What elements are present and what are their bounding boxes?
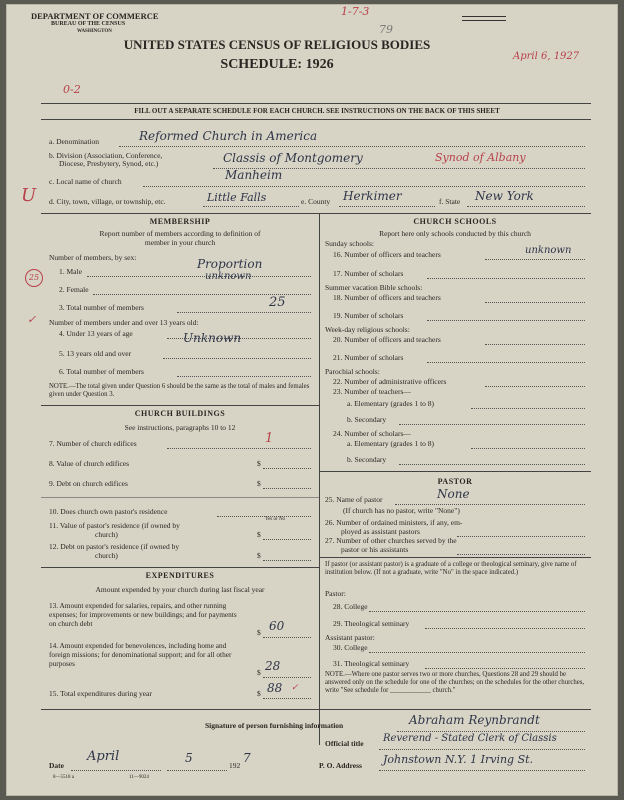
- state-line: [467, 206, 585, 207]
- date-month-line: [71, 770, 161, 771]
- local-name-line: [143, 186, 585, 187]
- expenditures-title: EXPENDITURES: [145, 571, 215, 580]
- q1-label: 1. Male: [59, 267, 82, 276]
- schedule-subtitle: SCHEDULE: 1926: [220, 57, 334, 72]
- q24-label: 24. Number of scholars—: [333, 429, 411, 438]
- q14-line: [263, 677, 311, 678]
- margin-mark: U: [21, 185, 37, 206]
- q17-label: 17. Number of scholars: [333, 269, 404, 278]
- q16-line: [485, 259, 585, 260]
- q6-line: [177, 376, 311, 377]
- divider: [41, 567, 319, 568]
- city-value: Little Falls: [207, 191, 267, 204]
- date-label: Date: [49, 761, 64, 770]
- q13-line: [263, 637, 311, 638]
- date-day-line: [167, 770, 227, 771]
- county-label: e. County: [301, 197, 331, 206]
- bureau-name: BUREAU OF THE CENSUS: [51, 21, 126, 27]
- q31-line: [425, 668, 585, 669]
- q6-label: 6. Total number of members: [59, 367, 144, 376]
- divider: [41, 119, 591, 120]
- q26-line: [457, 536, 585, 537]
- q8-dollar: $: [257, 459, 261, 468]
- date-year-suffix: 7: [243, 751, 251, 765]
- q4-value: Unknown: [183, 331, 242, 345]
- q21-label: 21. Number of scholars: [333, 353, 404, 362]
- graduate-note: If pastor (or assistant pastor) is a graduate of a college or theological seminary, give name of institution below. (If not a graduate, write "No" in the space indicated.): [325, 561, 577, 576]
- q19-line: [427, 320, 585, 321]
- q23a-label: a. Elementary (grades 1 to 8): [347, 399, 435, 408]
- check-mark: ✓: [27, 313, 37, 326]
- q13-value: 60: [269, 619, 285, 633]
- address-value: Johnstown N.Y. 1 Irving St.: [383, 753, 534, 766]
- q15-line: [263, 698, 311, 699]
- q23b-label: b. Secondary: [347, 415, 387, 424]
- q31-label: 31. Theological seminary: [333, 659, 410, 668]
- q11-line: [263, 539, 311, 540]
- q1-value: Proportion: [197, 257, 263, 271]
- date-year-prefix: 192: [229, 761, 241, 770]
- code-mark: 0-2: [63, 83, 81, 96]
- q28-line: [369, 611, 585, 612]
- state-label: f. State: [439, 197, 461, 206]
- denomination-value: Reformed Church in America: [139, 129, 318, 143]
- q5-line: [163, 358, 311, 359]
- q10-label: 10. Does church own pastor's residence: [49, 507, 168, 516]
- q21-line: [427, 362, 585, 363]
- pastor-sub-label: Pastor:: [325, 589, 346, 598]
- q14-dollar: $: [257, 668, 261, 677]
- division-label-1: b. Division (Association, Conference,: [49, 151, 163, 160]
- state-value: New York: [475, 189, 534, 203]
- division-value: Classis of Montgomery: [223, 151, 363, 165]
- weekday-label: Week-day religious schools:: [325, 325, 410, 334]
- q13-label: 13. Amount expended for salaries, repairs, and other running expenses; for improvements or new buildings; and for payments on church debt: [49, 601, 237, 628]
- q25-line: [395, 504, 585, 505]
- q26-label-2: ployed as assistant pastors: [341, 527, 420, 536]
- check-mark: ✓: [291, 683, 299, 693]
- division-extra: Synod of Albany: [435, 151, 526, 164]
- city-name: WASHINGTON: [77, 29, 112, 34]
- q7-label: 7. Number of church edifices: [49, 439, 137, 448]
- q9-line: [263, 488, 311, 489]
- date-month: April: [87, 749, 120, 764]
- local-name-label: c. Local name of church: [49, 177, 122, 186]
- divider: [41, 405, 319, 406]
- pastor-title: PASTOR: [437, 477, 473, 486]
- census-schedule-page: [6, 4, 618, 796]
- q5-label: 5. 13 years old and over: [59, 349, 132, 358]
- q29-line: [425, 628, 585, 629]
- q15-value: 88: [267, 681, 283, 695]
- q12-label-2: church): [95, 551, 118, 560]
- q15-dollar: $: [257, 689, 261, 698]
- q23a-line: [471, 408, 585, 409]
- q3-value: 25: [269, 295, 286, 310]
- q27-label-2: pastor or his assistants: [341, 545, 409, 554]
- q1-line: [87, 276, 311, 277]
- q30-label: 30. College: [333, 643, 368, 652]
- official-title-line: [379, 749, 585, 750]
- strike-mark: [462, 11, 506, 27]
- q17-line: [427, 278, 585, 279]
- membership-intro-2: member in your church: [144, 238, 216, 247]
- q11-dollar: $: [257, 530, 261, 539]
- stamp-number: 79: [379, 23, 393, 36]
- q11-label-2: church): [95, 530, 118, 539]
- q24b-label: b. Secondary: [347, 455, 387, 464]
- top-mark: 1-7-3: [341, 5, 370, 18]
- denomination-line: [119, 146, 585, 147]
- asst-pastor-label: Assistant pastor:: [325, 633, 375, 642]
- divider: [41, 497, 319, 498]
- divider: [319, 557, 591, 558]
- circled-total: [25, 269, 43, 287]
- q14-value: 28: [265, 659, 281, 673]
- date-received: April 6, 1927: [513, 51, 580, 62]
- q22-label: 22. Number of administrative officers: [333, 377, 447, 386]
- q15-label: 15. Total expenditures during year: [49, 689, 152, 698]
- q24b-line: [399, 464, 585, 465]
- q7-line: [167, 448, 311, 449]
- q9-label: 9. Debt on church edifices: [49, 479, 128, 488]
- q25-value: None: [437, 487, 470, 501]
- instruction-text: FILL OUT A SEPARATE SCHEDULE FOR EACH CHURCH. SEE INSTRUCTIONS ON THE BACK OF THIS SHEET: [134, 107, 500, 115]
- q12-dollar: $: [257, 551, 261, 560]
- sunday-label: Sunday schools:: [325, 239, 374, 248]
- form-number: 8—5518 a: [53, 775, 74, 780]
- q27-line: [457, 554, 585, 555]
- q8-line: [263, 468, 311, 469]
- q30-line: [369, 652, 585, 653]
- q16-value: unknown: [525, 245, 572, 256]
- signature-label: Signature of person furnishing information: [205, 721, 344, 730]
- q20-label: 20. Number of officers and teachers: [333, 335, 441, 344]
- q23-label: 23. Number of teachers—: [333, 387, 411, 396]
- q29-label: 29. Theological seminary: [333, 619, 410, 628]
- divider: [319, 471, 591, 472]
- q14-label: 14. Amount expended for benevolences, including home and foreign missions; for denominational support; and for all other purposes: [49, 641, 232, 668]
- q2-label: 2. Female: [59, 285, 89, 294]
- address-line: [379, 770, 585, 771]
- q26-label-1: 26. Number of ordained ministers, if any, em-: [325, 518, 463, 527]
- q9-dollar: $: [257, 479, 261, 488]
- q3-label: 3. Total number of members: [59, 303, 144, 312]
- sex-label: Number of members, by sex:: [49, 253, 137, 262]
- membership-intro-1: Report number of members according to definition of: [99, 229, 261, 238]
- official-title-label: Official title: [325, 739, 364, 748]
- q18-line: [485, 302, 585, 303]
- division-label-2: Diocese, Presbytery, Synod, etc.): [59, 159, 159, 168]
- q13-dollar: $: [257, 628, 261, 637]
- county-value: Herkimer: [343, 189, 402, 203]
- q11-label-1: 11. Value of pastor's residence (if owned by: [49, 521, 180, 530]
- buildings-intro: See instructions, paragraphs 10 to 12: [124, 423, 236, 432]
- q25-hint: (If church has no pastor, write "None"): [343, 506, 460, 515]
- parochial-label: Parochial schools:: [325, 367, 380, 376]
- q3-line: [177, 312, 311, 313]
- q18-label: 18. Number of officers and teachers: [333, 293, 441, 302]
- divider: [41, 709, 591, 710]
- form-number-2: 11—9024: [129, 775, 149, 780]
- summer-label: Summer vacation Bible schools:: [325, 283, 423, 292]
- q10-line: [217, 516, 311, 517]
- official-title-value: Reverend - Stated Clerk of Classis: [383, 733, 557, 744]
- denomination-label: a. Denomination: [49, 137, 99, 146]
- circled-total-text: 25: [28, 273, 40, 282]
- signature-line: [397, 731, 585, 732]
- signature-value: Abraham Reynbrandt: [409, 713, 540, 727]
- q20-line: [485, 344, 585, 345]
- schools-intro: Report here only schools conducted by this church: [379, 229, 531, 238]
- q10-hint: Yes or No: [265, 517, 286, 522]
- q19-label: 19. Number of scholars: [333, 311, 404, 320]
- city-line: [203, 206, 299, 207]
- divider: [41, 103, 591, 104]
- q28-label: 28. College: [333, 602, 368, 611]
- dept-name: DEPARTMENT OF COMMERCE: [31, 11, 159, 21]
- q16-label: 16. Number of officers and teachers: [333, 250, 441, 259]
- county-line: [339, 206, 435, 207]
- city-label: d. City, town, village, or township, etc.: [49, 197, 166, 206]
- schools-title: CHURCH SCHOOLS: [413, 217, 497, 226]
- q7-value: 1: [265, 431, 274, 446]
- divider: [41, 213, 591, 214]
- buildings-title: CHURCH BUILDINGS: [134, 409, 226, 418]
- q8-label: 8. Value of church edifices: [49, 459, 130, 468]
- age-label: Number of members under and over 13 years old:: [49, 318, 199, 327]
- q22-line: [485, 386, 585, 387]
- membership-note: NOTE.—The total given under Question 6 should be the same as the total of males and females given under Question 3.: [49, 383, 310, 398]
- local-name-value: Manheim: [225, 168, 283, 182]
- schedule-title: UNITED STATES CENSUS OF RELIGIOUS BODIES: [123, 37, 431, 52]
- q12-label-1: 12. Debt on pastor's residence (if owned by: [49, 542, 180, 551]
- q1-value-2: unknown: [205, 271, 252, 282]
- q27-label-1: 27. Number of other churches served by the: [325, 536, 457, 545]
- membership-title: MEMBERSHIP: [149, 217, 211, 226]
- q24a-line: [471, 448, 585, 449]
- q23b-line: [399, 424, 585, 425]
- q12-line: [263, 560, 311, 561]
- address-label: P. O. Address: [319, 761, 362, 770]
- q24a-label: a. Elementary (grades 1 to 8): [347, 439, 435, 448]
- q25-label: 25. Name of pastor: [325, 495, 383, 504]
- q4-label: 4. Under 13 years of age: [59, 329, 133, 338]
- expenditures-intro: Amount expended by your church during last fiscal year: [95, 585, 265, 594]
- date-day: 5: [185, 751, 193, 765]
- pastor-note: NOTE.—Where one pastor serves two or more churches, Questions 28 and 29 should be answered only on the schedule for one of the churches; on the schedules for the other churches, write "See schedule for ____________ church.": [325, 671, 585, 694]
